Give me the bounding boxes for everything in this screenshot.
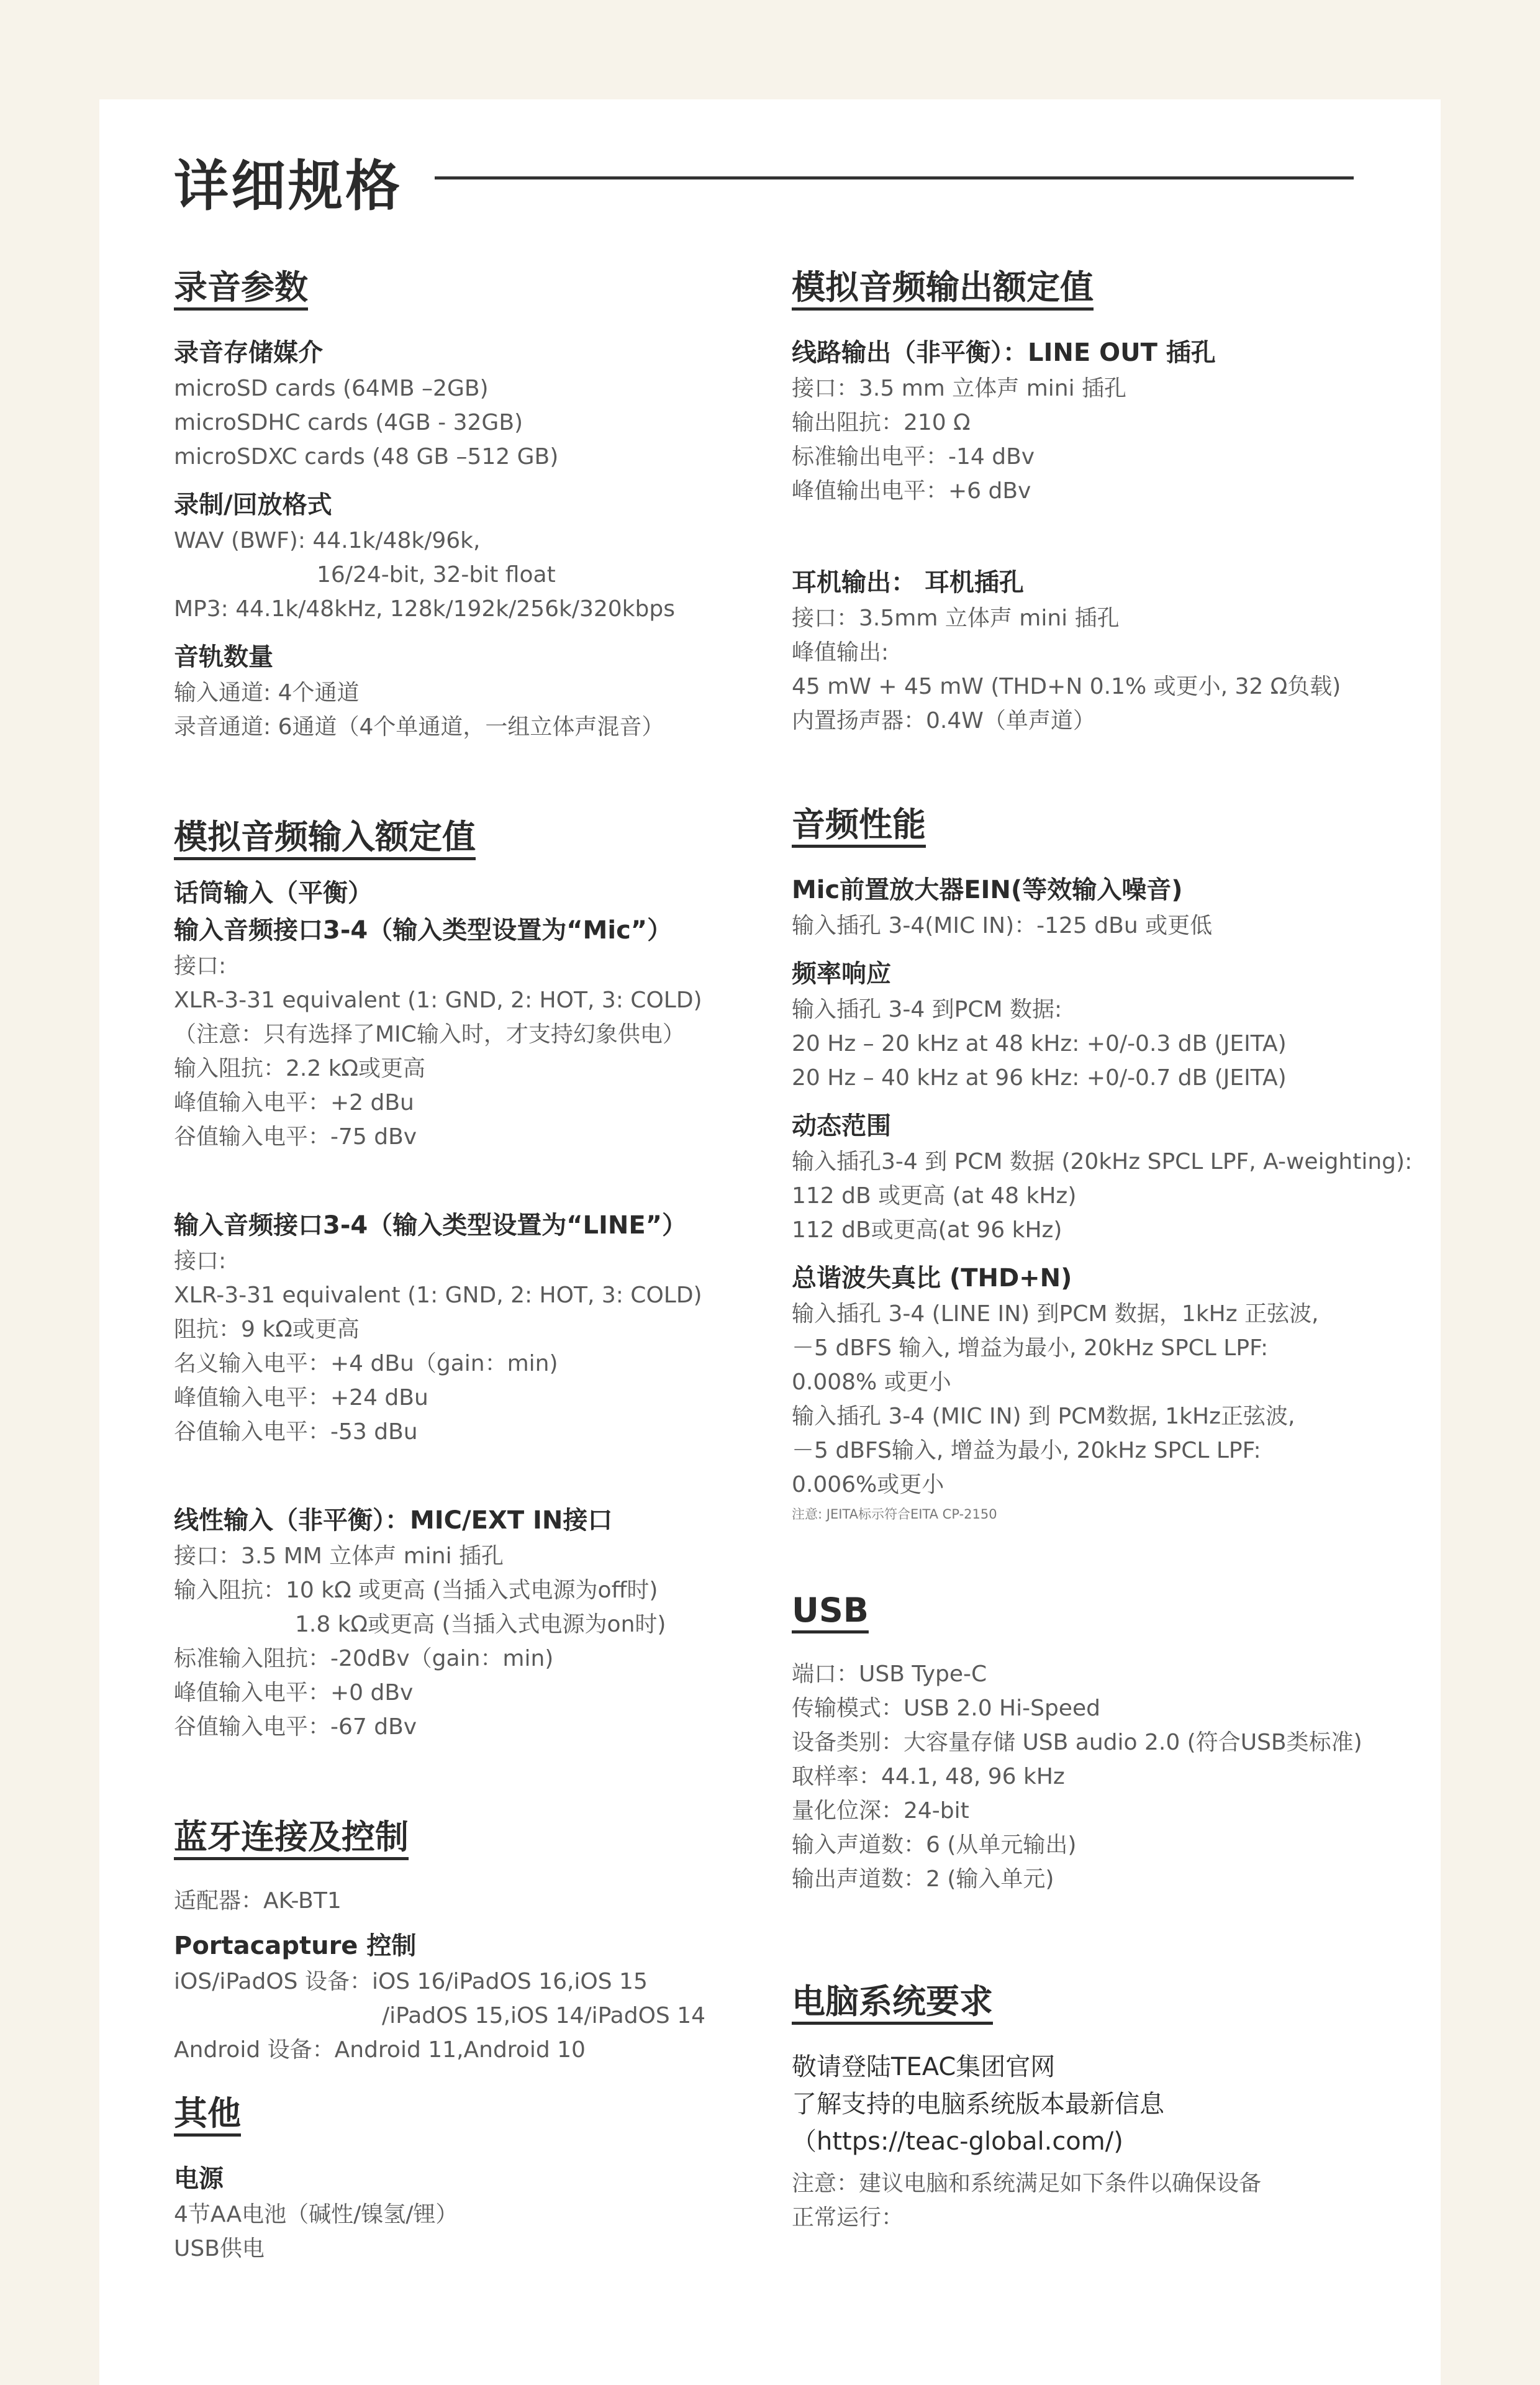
subsection-title: 音轨数量 xyxy=(174,643,273,671)
spec-line: 接口: xyxy=(174,953,227,979)
spec-line: 输入插孔 3-4 (MIC IN) 到 PCM数据, 1kHz正弦波, xyxy=(792,1404,1295,1429)
spec-line: 45 mW + 45 mW (THD+N 0.1% 或更小, 32 Ω负载) xyxy=(792,674,1341,699)
spec-line: 峰值输出电平：+6 dBv xyxy=(792,478,1031,504)
subsection-title: 动态范围 xyxy=(792,1112,891,1140)
title-divider xyxy=(435,176,1354,179)
spec-line: 端口：USB Type-C xyxy=(792,1661,987,1687)
section-bluetooth xyxy=(174,1815,770,2067)
subsection-title: 总谐波失真比 (THD+N) xyxy=(792,1264,1072,1292)
subsection-title: 话筒输入（平衡） xyxy=(174,879,373,907)
spec-card xyxy=(99,99,1441,2385)
spec-line: MP3: 44.1k/48kHz, 128k/192k/256k/320kbps xyxy=(174,596,675,622)
spec-line: 112 dB 或更高 (at 48 kHz) xyxy=(792,1183,1077,1209)
spec-line: 0.006%或更小 xyxy=(792,1472,944,1497)
subsection-title: 线性输入（非平衡）：MIC/EXT IN接口 xyxy=(174,1506,613,1535)
spec-line: 峰值输出: xyxy=(792,640,889,665)
spec-line: WAV (BWF): 44.1k/48k/96k, xyxy=(174,528,481,553)
section-title: 模拟音频输入额定值 xyxy=(174,817,476,856)
subsection-title: 输入音频接口3-4（输入类型设置为“Mic”） xyxy=(174,916,673,945)
subsection-title: 电源 xyxy=(174,2165,224,2193)
spec-line: 峰值输入电平：+0 dBv xyxy=(174,1680,414,1706)
spec-line: 录音通道: 6通道（4个单通道，一组立体声混音） xyxy=(174,714,664,740)
subsection-title: 录音存储媒介 xyxy=(174,338,323,367)
website-link[interactable]: （https://teac-global.com/) xyxy=(792,2127,1123,2156)
spec-line: XLR-3-31 equivalent (1: GND, 2: HOT, 3: COLD) xyxy=(174,988,702,1013)
spec-line: 输入插孔3-4 到 PCM 数据 (20kHz SPCL LPF, A-weighting): xyxy=(792,1149,1413,1174)
spec-line: 0.008% 或更小 xyxy=(792,1370,951,1395)
spec-line: 输入声道数：6 (从单元输出) xyxy=(792,1832,1077,1858)
page-title: 详细规格 xyxy=(174,154,403,218)
section-analog-input xyxy=(174,815,770,1744)
spec-line: 输入插孔 3-4(MIC IN)：-125 dBu 或更低 xyxy=(792,913,1213,938)
section-title: 模拟音频输出额定值 xyxy=(792,268,1094,307)
spec-line: 谷值输入电平：-75 dBv xyxy=(174,1124,417,1150)
spec-line: 标准输入阻抗：-20dBv（gain：min) xyxy=(174,1646,554,1671)
spec-line: 接口：3.5 mm 立体声 mini 插孔 xyxy=(792,376,1127,401)
spec-line: 输入通道: 4个通道 xyxy=(174,680,360,706)
spec-line: 接口：3.5mm 立体声 mini 插孔 xyxy=(792,606,1120,631)
spec-line: 20 Hz – 20 kHz at 48 kHz: +0/-0.3 dB (JEITA) xyxy=(792,1031,1287,1056)
spec-line: 峰值输入电平：+2 dBu xyxy=(174,1090,414,1115)
spec-line: microSDHC cards (4GB - 32GB) xyxy=(174,410,523,435)
spec-line: 谷值输入电平：-53 dBu xyxy=(174,1419,418,1445)
spec-line: microSDXC cards (48 GB –512 GB) xyxy=(174,444,559,470)
section-title: 蓝牙连接及控制 xyxy=(174,1817,409,1856)
subsection-title: Mic前置放大器EIN(等效输入噪音) xyxy=(792,876,1183,904)
section-title: 录音参数 xyxy=(174,268,308,307)
spec-line: 接口: xyxy=(174,1248,227,1274)
spec-line: microSD cards (64MB –2GB) xyxy=(174,376,489,401)
subsection-title: 录制/回放格式 xyxy=(174,491,332,519)
spec-line: 阻抗：9 kΩ或更高 xyxy=(174,1317,360,1342)
spec-line: 正常运行： xyxy=(792,2205,904,2230)
right-column xyxy=(792,266,1425,2235)
spec-line: 取样率：44.1, 48, 96 kHz xyxy=(792,1764,1065,1789)
subsection-title: 敬请登陆TEAC集团官网 xyxy=(792,2053,1056,2081)
section-analog-output xyxy=(792,266,1425,738)
spec-line: 注意：建议电脑和系统满足如下条件以确保设备 xyxy=(792,2171,1262,2196)
subsection-title: 耳机输出： 耳机插孔 xyxy=(792,568,1024,597)
spec-line: 输入阻抗：2.2 kΩ或更高 xyxy=(174,1056,426,1081)
spec-line: 峰值输入电平：+24 dBu xyxy=(174,1385,428,1411)
spec-line: XLR-3-31 equivalent (1: GND, 2: HOT, 3: COLD) xyxy=(174,1283,702,1308)
spec-line: 112 dB或更高(at 96 kHz) xyxy=(792,1217,1062,1243)
spec-line: 1.8 kΩ或更高 (当插入式电源为on时) xyxy=(295,1612,666,1637)
section-title: 音频性能 xyxy=(792,805,926,844)
spec-line: 输入插孔 3-4 到PCM 数据: xyxy=(792,997,1062,1022)
spec-line: 量化位深：24-bit xyxy=(792,1798,969,1824)
subsection-title: Portacapture 控制 xyxy=(174,1932,417,1960)
subsection-title: 频率响应 xyxy=(792,960,891,988)
section-pc-requirements xyxy=(792,1980,1425,2235)
spec-line: 适配器：AK-BT1 xyxy=(174,1888,342,1914)
subsection-title: 线路输出（非平衡）：LINE OUT 插孔 xyxy=(792,338,1216,367)
spec-line: 谷值输入电平：-67 dBv xyxy=(174,1714,417,1740)
spec-line: 传输模式：USB 2.0 Hi-Speed xyxy=(792,1696,1100,1721)
subsection-title: 了解支持的电脑系统版本最新信息 xyxy=(792,2090,1164,2119)
spec-line: 标准输出电平：-14 dBv xyxy=(792,444,1035,470)
spec-line: 输出声道数：2 (输入单元) xyxy=(792,1866,1054,1892)
section-title: 其他 xyxy=(174,2094,241,2133)
section-recording xyxy=(174,266,770,744)
spec-line: 20 Hz – 40 kHz at 96 kHz: +0/-0.7 dB (JEITA) xyxy=(792,1065,1287,1091)
spec-line: 输出阻抗：210 Ω xyxy=(792,410,971,435)
section-title: 电脑系统要求 xyxy=(792,1982,993,2021)
left-column xyxy=(174,266,770,2266)
spec-line: 输入插孔 3-4 (LINE IN) 到PCM 数据，1kHz 正弦波, xyxy=(792,1301,1319,1327)
subsection-title: 输入音频接口3-4（输入类型设置为“LINE”） xyxy=(174,1211,687,1240)
spec-line: －5 dBFS 输入, 增益为最小, 20kHz SPCL LPF: xyxy=(792,1335,1269,1361)
spec-line: 16/24-bit, 32-bit float xyxy=(317,562,556,588)
section-title: USB xyxy=(792,1591,869,1630)
spec-line: （注意：只有选择了MIC输入时，才支持幻象供电） xyxy=(174,1022,685,1047)
spec-line: 4节AA电池（碱性/镍氢/锂） xyxy=(174,2202,458,2227)
section-usb xyxy=(792,1589,1425,1896)
spec-line: 名义输入电平：+4 dBu（gain：min) xyxy=(174,1351,558,1376)
spec-line: Android 设备：Android 11,Android 10 xyxy=(174,2037,586,2063)
section-performance xyxy=(792,803,1425,1527)
spec-line: 输入阻抗：10 kΩ 或更高 (当插入式电源为off时) xyxy=(174,1578,658,1603)
section-other xyxy=(174,2092,770,2266)
spec-line: USB供电 xyxy=(174,2236,265,2261)
spec-line: 内置扬声器：0.4W（单声道） xyxy=(792,708,1095,734)
spec-line: －5 dBFS输入, 增益为最小, 20kHz SPCL LPF: xyxy=(792,1438,1261,1463)
footnote: 注意: JEITA标示符合EITA CP-2150 xyxy=(792,1507,997,1522)
spec-line: iOS/iPadOS 设备：iOS 16/iPadOS 16,iOS 15 xyxy=(174,1969,648,1994)
spec-line: /iPadOS 15,iOS 14/iPadOS 14 xyxy=(382,2003,706,2028)
spec-line: 接口：3.5 MM 立体声 mini 插孔 xyxy=(174,1543,504,1569)
spec-line: 设备类别：大容量存储 USB audio 2.0 (符合USB类标准) xyxy=(792,1730,1362,1755)
